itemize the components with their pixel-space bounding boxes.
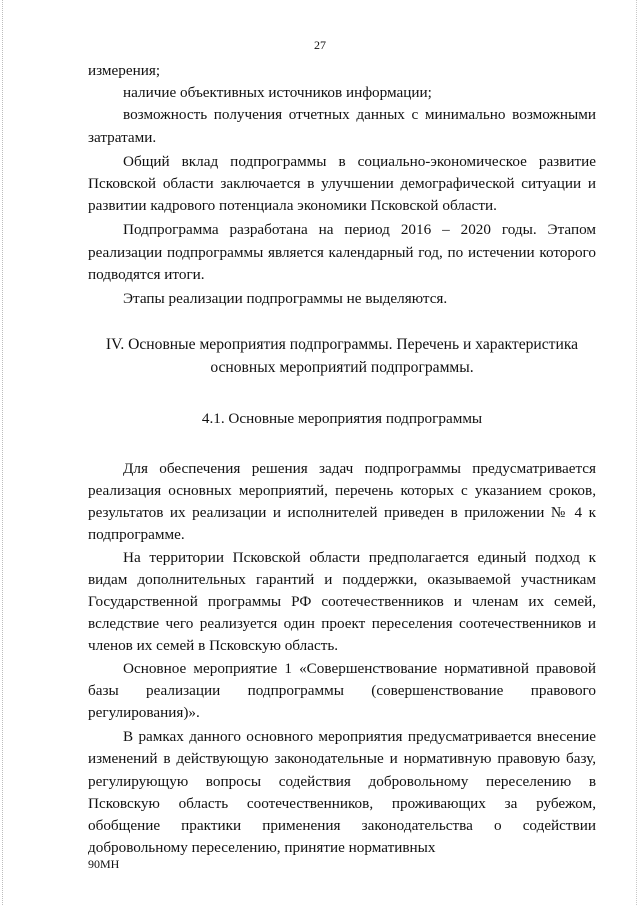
footer-code: 90МН [88,857,120,871]
intro-paragraph-2: наличие объективных источников информации; [123,84,432,102]
body-paragraph-4: В рамках данного основного мероприятия предусматривается внесение изменений в действующую законодательные и нормативную правовую базу, регулирующую вопросы содействия добровольному переселению в Псковскую область соотечественников, проживающих за рубежом, обобщение практики применения законодательства о содействии добровольному переселению, принятие нормативных [88,728,596,857]
scan-left-edge [2,0,5,905]
body-paragraph-2: На территории Псковской области предполагается единый подход к видам дополнительных гарантий и поддержки, оказываемой участникам Государственной программы РФ соотечественников и членам их семей, вследствие чего реализуется один проект переселения соотечественников и членов их семей в Псковскую область. [88,548,596,655]
body-paragraph-1: Для обеспечения решения задач подпрограммы предусматривается реализация основных мероприятий, перечень которых с указанием сроков, результатов их реализации и исполнителей приведен в приложении № 4 к подпрограмме. [88,459,596,544]
intro-paragraph-6: Этапы реализации подпрограммы не выделяются. [123,290,448,308]
scan-right-edge [634,0,637,905]
intro-paragraph-1: измерения; [88,62,161,79]
section-heading [88,334,596,380]
body-paragraph-3: Основное мероприятие 1 «Совершенствование нормативной правовой базы реализации подпрограммы (совершенствование правового регулирования)». [88,659,596,722]
intro-paragraph-4: Общий вклад подпрограммы в социально-экономическое развитие Псковской области заключается в улучшении демографической ситуации и развитии кадрового потенциала экономики Псковской области. [88,152,596,215]
intro-paragraph-5: Подпрограмма разработана на период 2016 – 2020 годы. Этапом реализации подпрограммы является календарный год, по истечении которого подводятся итоги. [88,221,596,283]
section-heading-line-1: IV. Основные мероприятия подпрограммы. Перечень и характеристика [105,336,579,354]
section-heading-line-2: основных мероприятий подпрограммы. [210,359,474,377]
subsection-heading: 4.1. Основные мероприятия подпрограммы [201,409,483,427]
page-body [88,60,596,859]
page-number: 27 [314,38,326,52]
intro-paragraph-3: возможность получения отчетных данных с минимально возможными затратами. [88,106,596,146]
